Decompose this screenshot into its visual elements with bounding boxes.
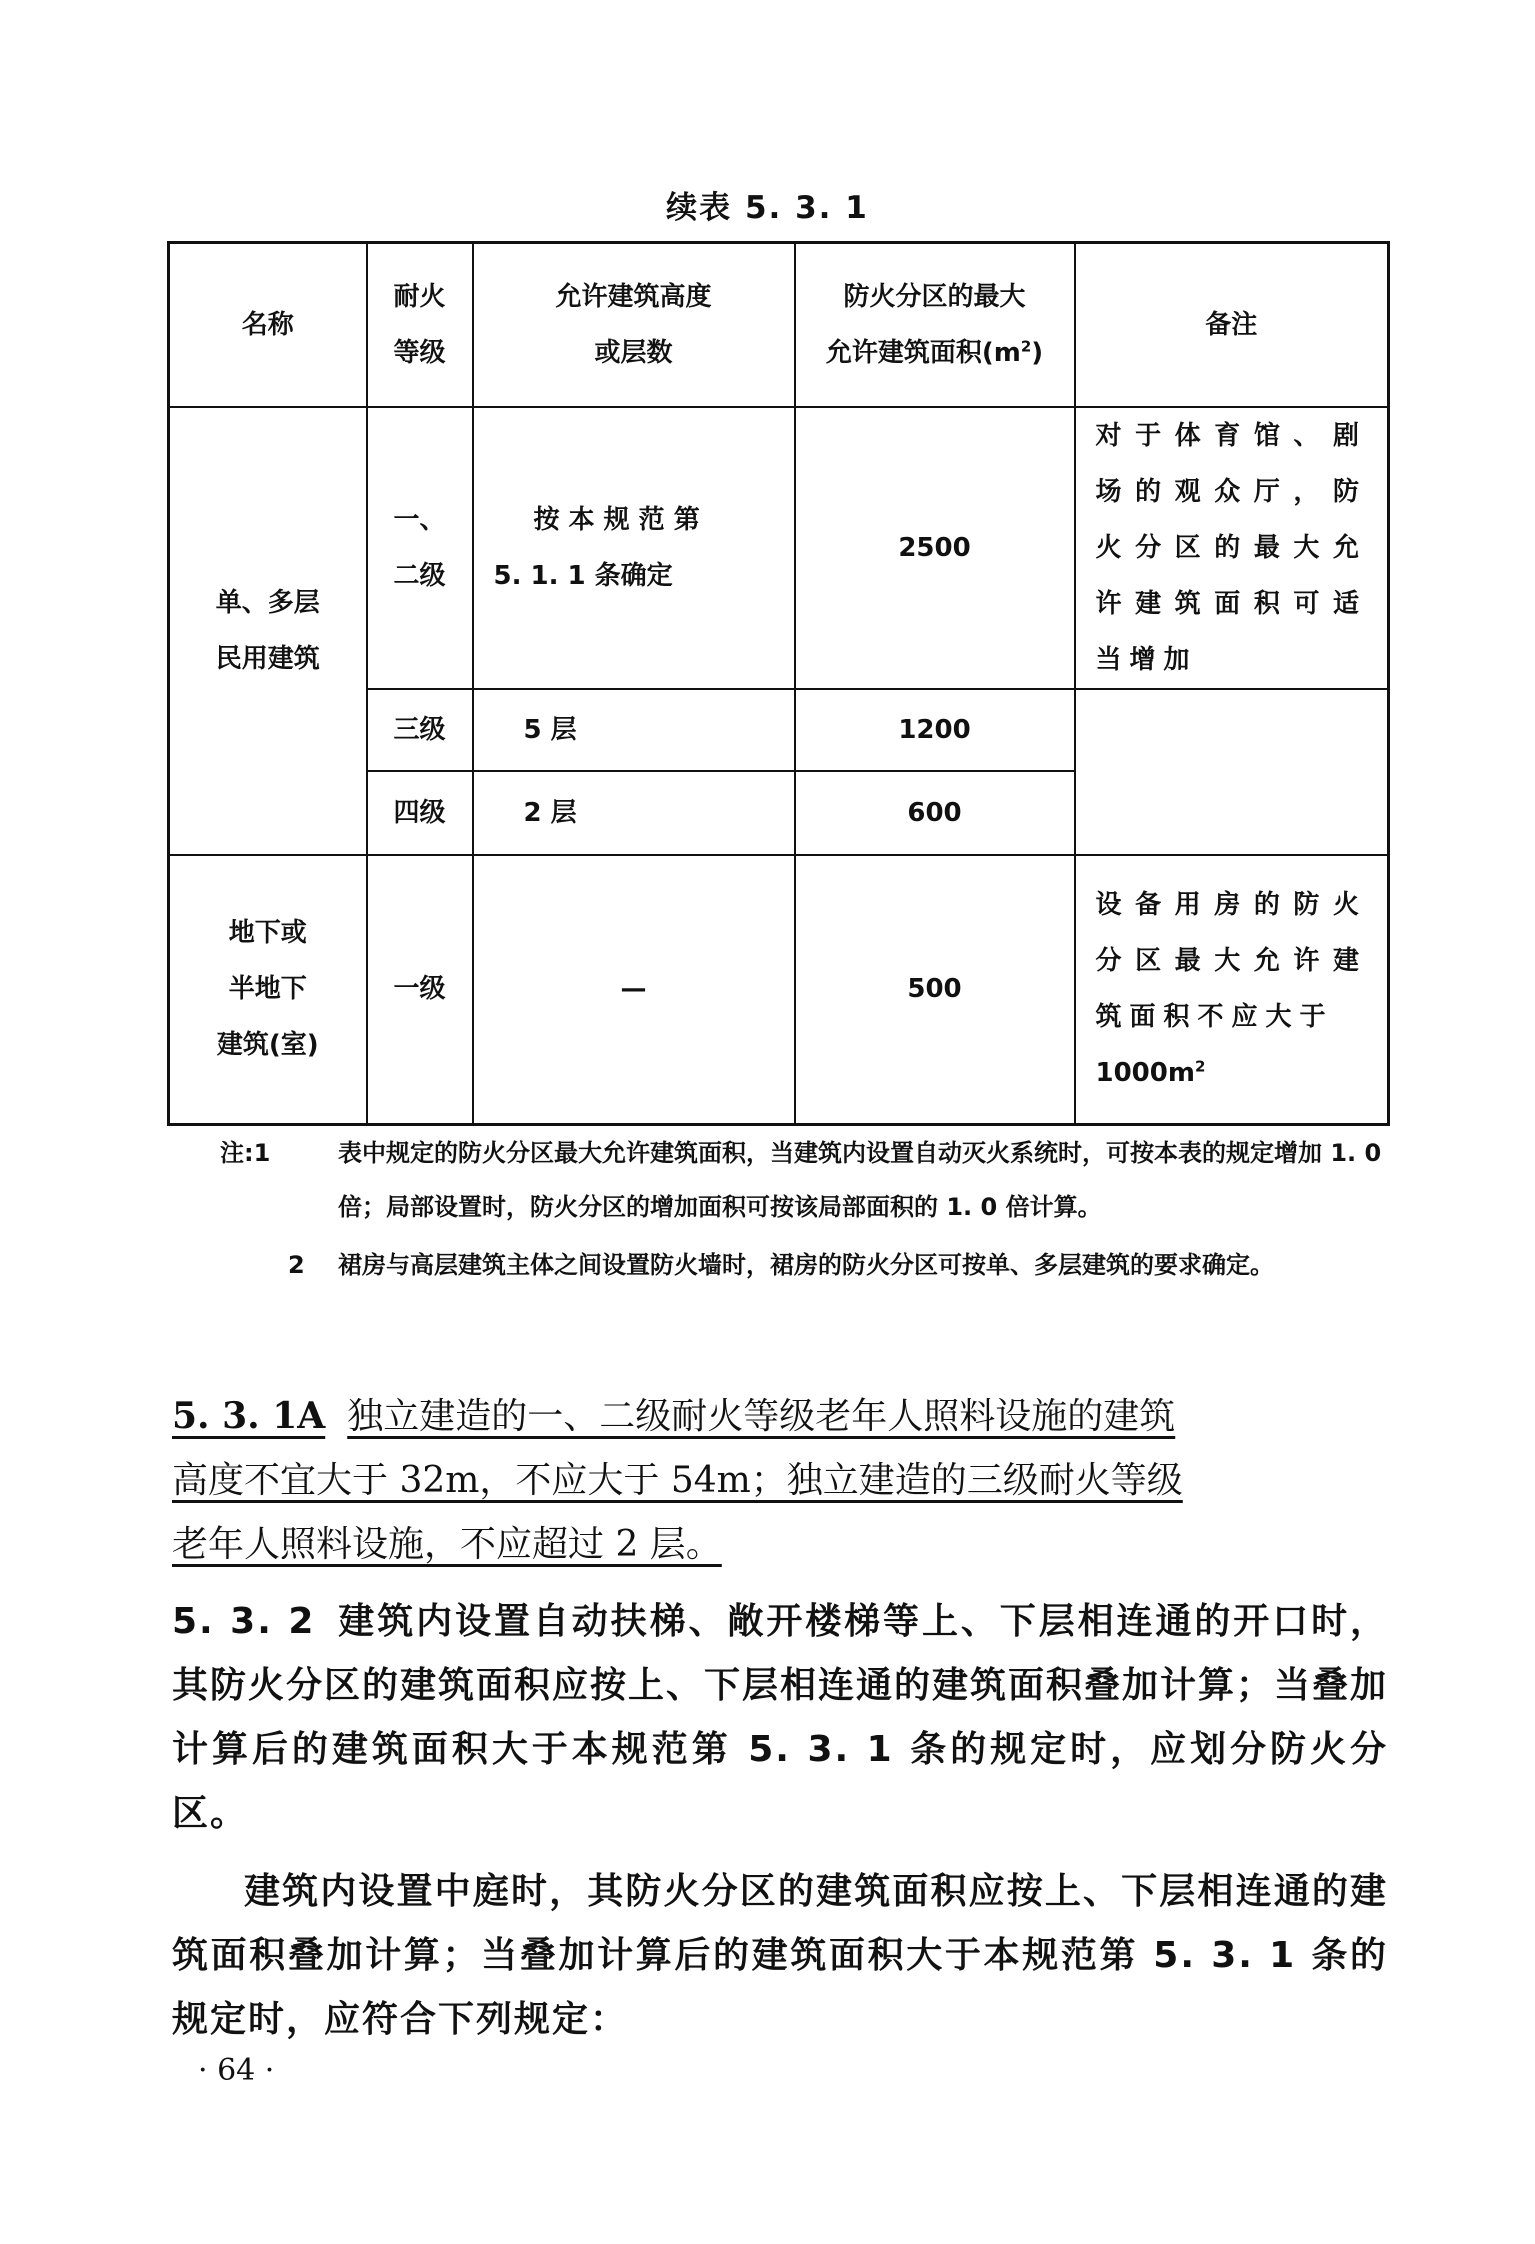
header-name: 名称 <box>169 243 367 407</box>
cell-grade-4: 四级 <box>367 771 473 855</box>
under-name-line1: 地下或 <box>228 918 307 949</box>
clause-5-3-1A-line1 <box>172 1384 1388 1449</box>
header-grade-line2: 等级 <box>393 337 446 368</box>
note-label <box>220 1126 270 1180</box>
note-1-text: 表中规定的防火分区最大允许建筑面积，当建筑内设置自动灭火系统时，可按本表的规定增加 1. 0 倍；局部设置时，防火分区的增加面积可按该局部面积的 1. 0 倍计算。 <box>338 1139 1382 1221</box>
height-line2: 5. 1. 1 条确定 <box>493 560 673 591</box>
cell-civil-building <box>169 407 367 855</box>
under-name-line3: 建筑(室) <box>216 1030 319 1061</box>
remark-sup: 2 <box>1194 1057 1214 1076</box>
cell-grade-1: 一级 <box>367 855 473 1125</box>
header-grade-line1: 耐火 <box>393 281 446 312</box>
grade-line1: 一、 <box>393 504 446 535</box>
table-row <box>169 407 1389 689</box>
under-name-line2: 半地下 <box>228 974 307 1005</box>
header-area <box>795 243 1075 407</box>
cell-remark-underground <box>1075 855 1389 1125</box>
header-remark: 备注 <box>1075 243 1389 407</box>
table-title: 续表 5. 3. 1 <box>666 190 869 226</box>
note-1-number: 1 <box>253 1139 271 1167</box>
cell-grade-3: 三级 <box>367 689 473 771</box>
note-1 <box>220 1126 1388 1234</box>
cell-area-1200: 1200 <box>795 689 1075 771</box>
grade-line2: 二级 <box>393 560 446 591</box>
header-area-close: ) <box>1031 337 1044 368</box>
remark-text: 设备用房的防火分区最大允许建筑面积不应大于 <box>1095 890 1367 1033</box>
clause-5-3-1A-line3: 老年人照料设施，不应超过 2 层。 <box>172 1524 722 1565</box>
clause-5-3-2-text: 建筑内设置自动扶梯、敞开楼梯等上、下层相连通的开口时，其防火分区的建筑面积应按上、下层相连通的建筑面积叠加计算；当叠加计算后的建筑面积大于本规范第 5. 3. 1 条的规定时，应划分防火分区。 <box>172 1601 1389 1834</box>
clause-5-3-2 <box>172 1590 1388 1846</box>
header-area-unit: 允许建筑面积(m <box>825 337 1021 368</box>
header-area-sup: 2 <box>1020 337 1032 356</box>
header-height-line2: 或层数 <box>594 337 673 368</box>
cell-area-500: 500 <box>795 855 1075 1125</box>
clause-line-text: 独立建造的一、二级耐火等级老年人照料设施的建筑 <box>347 1396 1176 1437</box>
table-header-row <box>169 243 1389 407</box>
fire-compartment-table <box>167 241 1390 1126</box>
remark-value: 1000m <box>1095 1058 1195 1089</box>
cell-underground-building <box>169 855 367 1125</box>
cell-area-2500: 2500 <box>795 407 1075 689</box>
page-number: · 64 · <box>198 2053 275 2088</box>
note-2 <box>220 1238 1388 1292</box>
header-area-line1: 防火分区的最大 <box>843 281 1026 312</box>
header-grade <box>367 243 473 407</box>
clause-5-3-1A <box>172 1384 1388 1577</box>
note-2-number: 2 <box>288 1251 305 1279</box>
clause-number: 5. 3. 1A <box>172 1395 326 1437</box>
cell-height-dash: — <box>473 855 795 1125</box>
cell-grade-1-2 <box>367 407 473 689</box>
clause-5-3-1A-line2: 高度不宜大于 32m，不应大于 54m；独立建造的三级耐火等级 <box>172 1460 1183 1501</box>
civil-name-line1: 单、多层 <box>215 587 320 618</box>
header-area-line2 <box>804 325 1066 381</box>
cell-height-4: 2 层 <box>473 771 795 855</box>
header-height <box>473 243 795 407</box>
height-line1: 按 本 规 范 第 <box>533 504 700 535</box>
clause-5-3-2-paragraph-2: 建筑内设置中庭时，其防火分区的建筑面积应按上、下层相连通的建筑面积叠加计算；当叠加计算后的建筑面积大于本规范第 5. 3. 1 条的规定时，应符合下列规定： <box>172 1871 1388 2040</box>
clause-number: 5. 3. 2 <box>172 1601 316 1642</box>
table-notes <box>220 1126 1388 1292</box>
cell-area-600: 600 <box>795 771 1075 855</box>
notes-label: 注: <box>220 1139 254 1167</box>
cell-remark-1-2: 对于体育馆、剧场的观众厅，防火分区的最大允许建筑面积可适当增加 <box>1075 407 1389 689</box>
note-2-text: 裙房与高层建筑主体之间设置防火墙时，裙房的防火分区可按单、多层建筑的要求确定。 <box>338 1251 1274 1279</box>
cell-height-3: 5 层 <box>473 689 795 771</box>
header-height-line1: 允许建筑高度 <box>555 281 712 312</box>
cell-height-1-2 <box>473 407 795 689</box>
civil-name-line2: 民用建筑 <box>215 643 320 674</box>
cell-remark-empty <box>1075 689 1389 855</box>
table-row <box>169 855 1389 1125</box>
